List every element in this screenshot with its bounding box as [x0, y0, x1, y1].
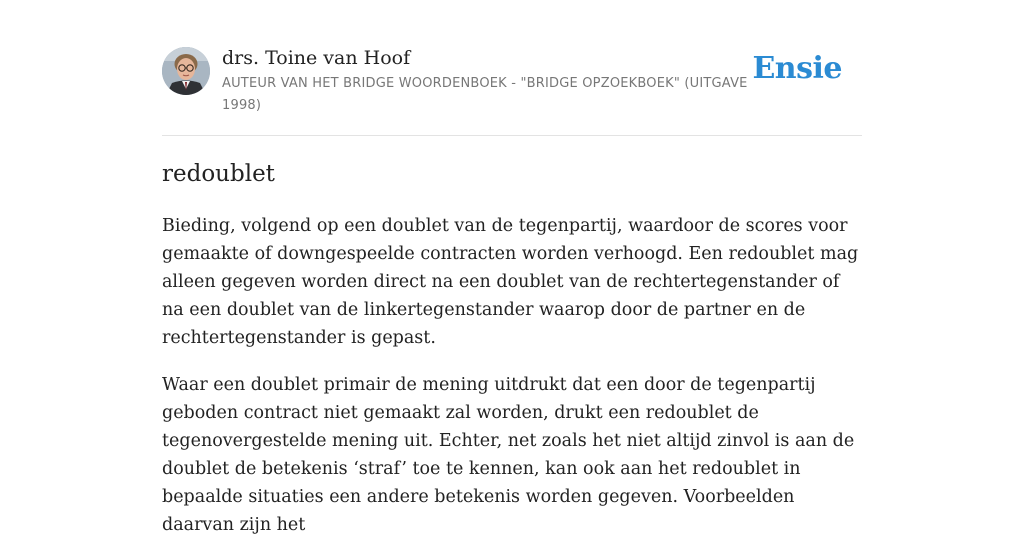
author-header: [162, 46, 862, 136]
article-title: redoublet: [162, 161, 275, 187]
header-divider: [162, 135, 862, 136]
author-info: [222, 46, 762, 117]
article-paragraph: Bieding, volgend op een doublet van de tegenpartij, waardoor de scores voor gemaakte of downgespeelde contracten worden verhoogd. Een redoublet mag alleen gegeven worden direct na een doublet van de rechtertegenstander of na een doublet van de linkertegenstander waarop door de partner en de rechtertegenstander is gepast.: [162, 216, 859, 348]
brand-logo[interactable]: Ensie: [752, 51, 842, 86]
author-name[interactable]: drs. Toine van Hoof: [222, 47, 411, 69]
article-paragraph: Waar een doublet primair de mening uitdrukt dat een door de tegenpartij geboden contract niet gemaakt zal worden, drukt een redoublet de tegenovergestelde mening uit. Echter, net zoals het niet altijd zinvol is aan de doublet de betekenis ‘straf’ toe te kennen, kan ook aan het redoublet in bepaalde situaties een andere betekenis worden gegeven. Voorbeelden daarvan zijn het: [162, 375, 855, 535]
author-description: AUTEUR VAN HET BRIDGE WOORDENBOEK - "BRIDGE OPZOEKBOEK" (UITGAVE 1998): [222, 76, 748, 113]
article-body: [162, 212, 862, 558]
author-portrait-icon: [162, 47, 210, 95]
author-avatar[interactable]: [162, 47, 210, 95]
